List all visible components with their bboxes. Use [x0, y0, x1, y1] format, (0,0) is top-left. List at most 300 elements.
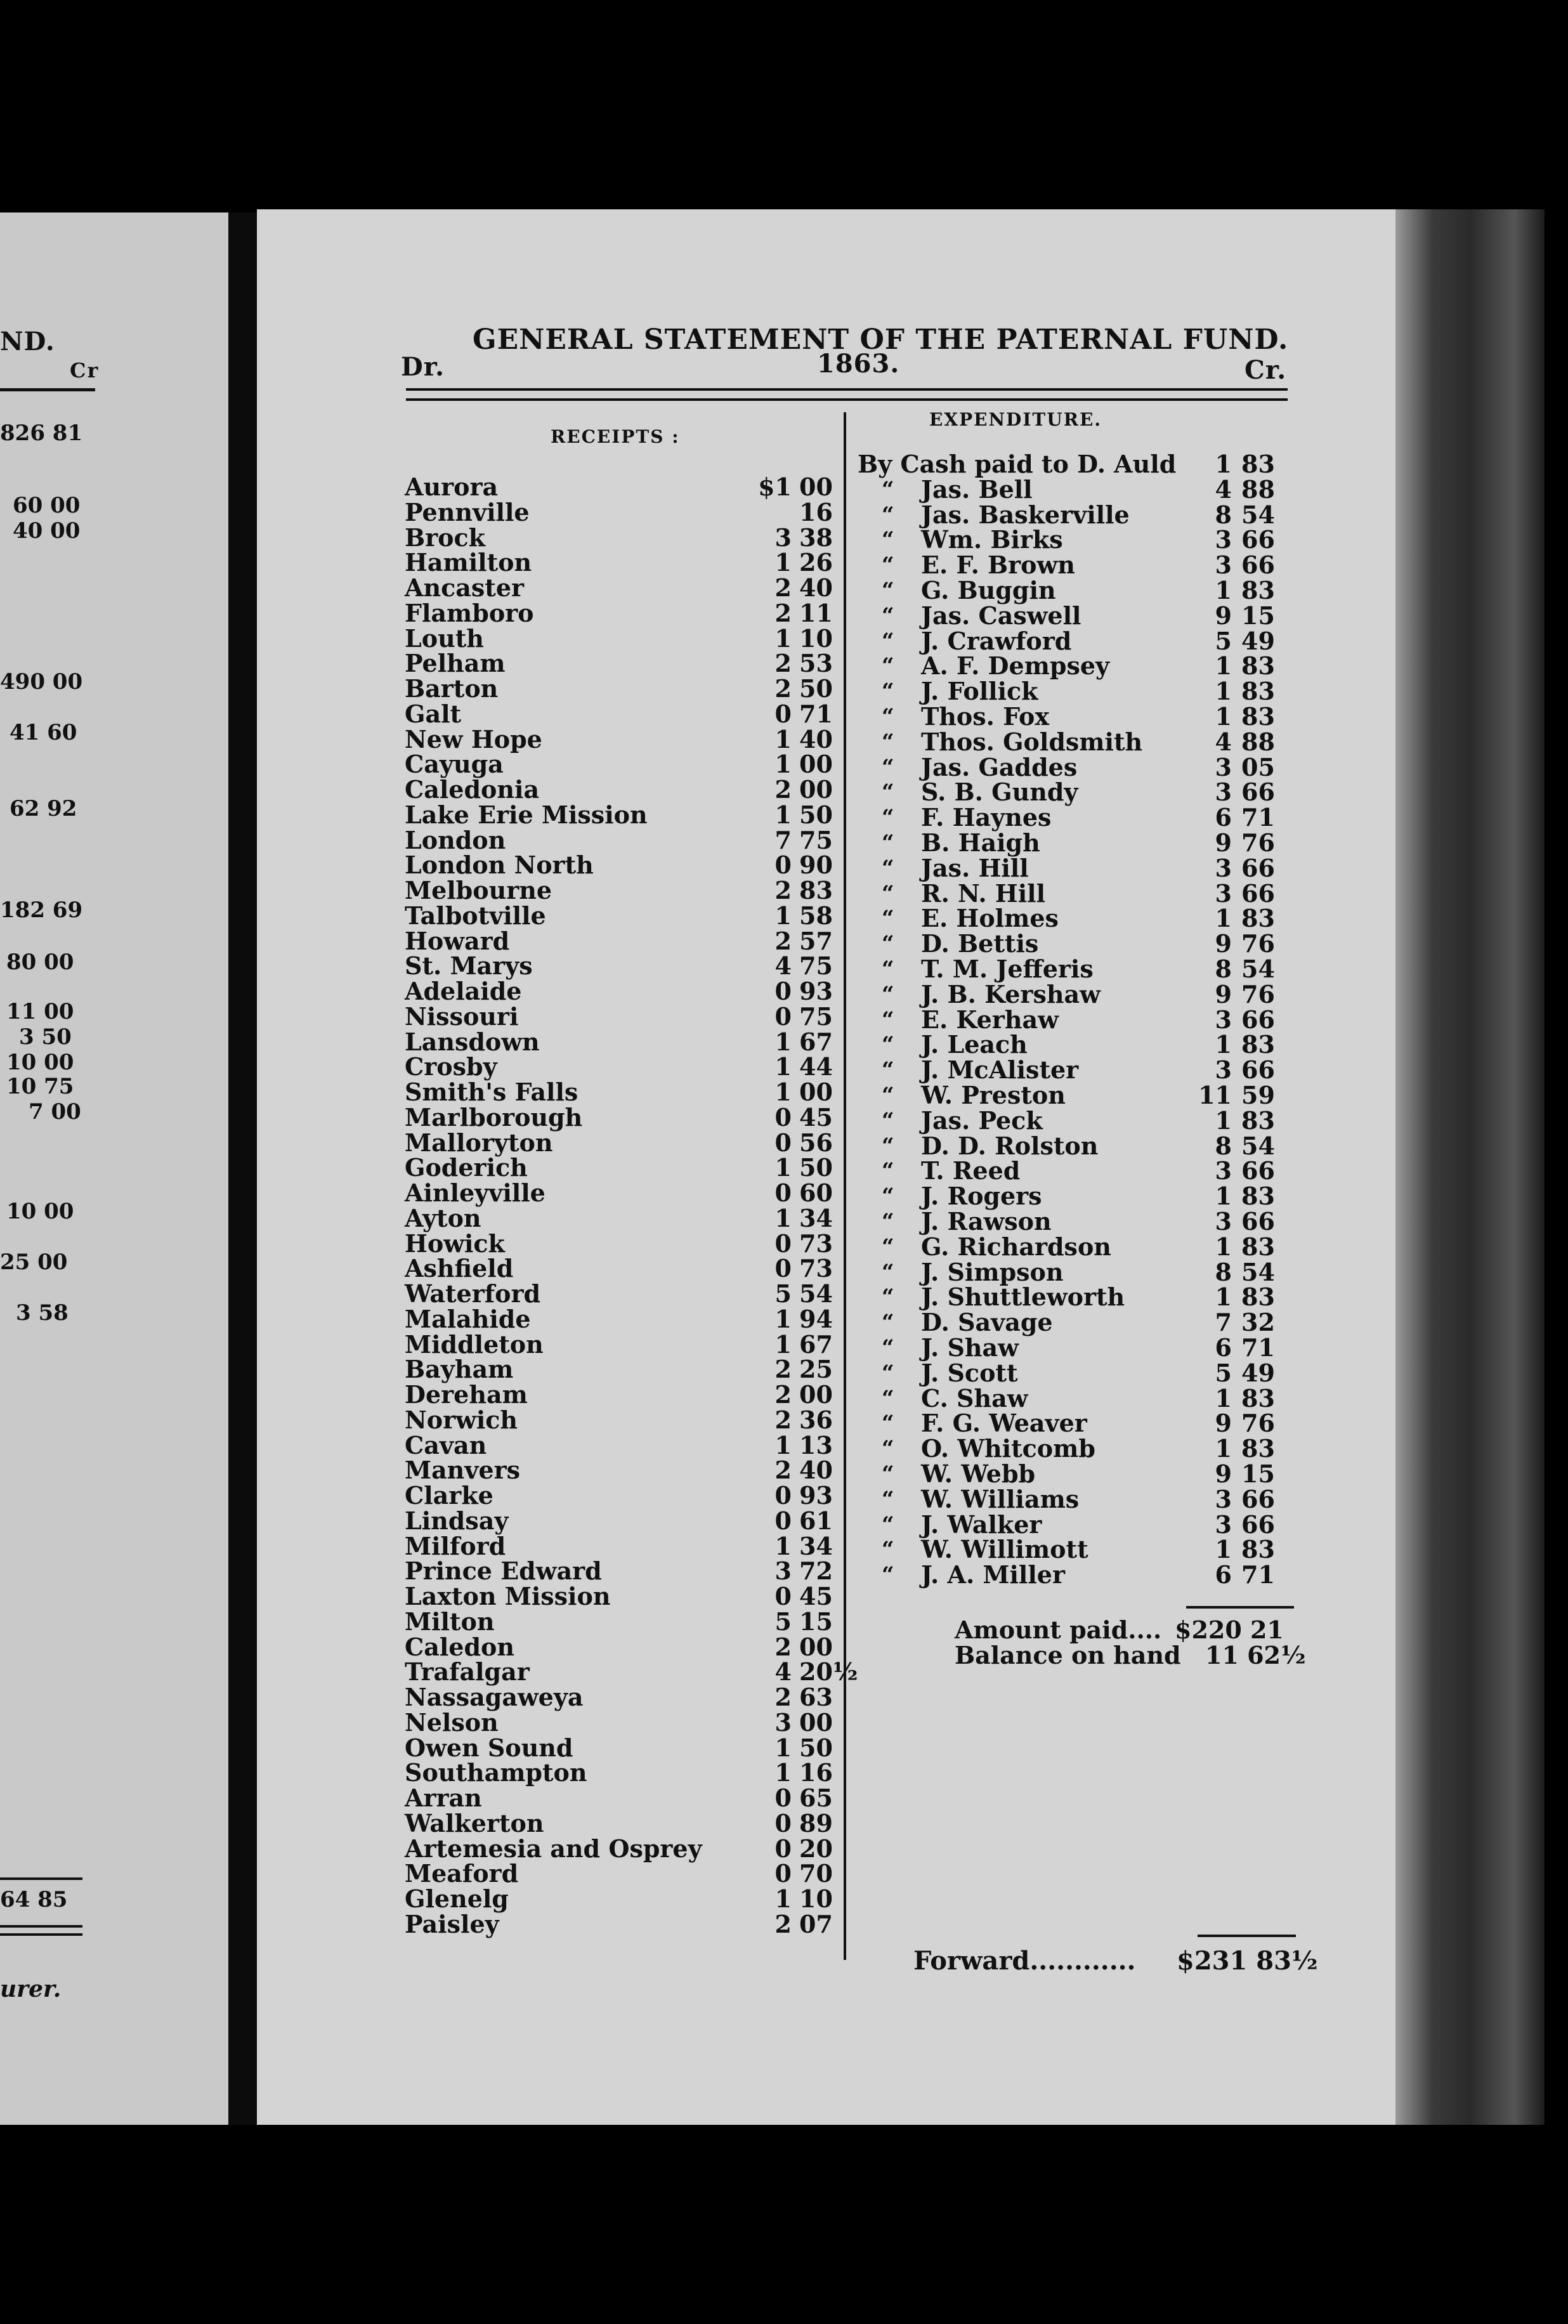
receipt-dollars: 2 — [774, 1683, 792, 1711]
receipt-dollars: 0 — [774, 977, 792, 1005]
receipt-row — [405, 750, 833, 779]
receipt-circuit: Artemesia and Osprey — [405, 1834, 702, 1863]
ditto-mark: “ — [882, 906, 894, 932]
receipt-cents: 63 — [799, 1683, 833, 1711]
payment-cents: 49 — [1241, 626, 1275, 655]
receipt-circuit: London — [405, 825, 506, 854]
ditto-mark: “ — [882, 1057, 894, 1083]
ditto-mark: “ — [882, 1511, 894, 1537]
receipt-row — [405, 724, 833, 754]
ditto-mark: “ — [882, 1385, 894, 1411]
receipt-cents: 58 — [799, 901, 833, 930]
payment-dollars: 8 — [1215, 955, 1232, 983]
payee-name: E. F. Brown — [921, 551, 1075, 580]
expenditure-row — [858, 979, 1289, 1009]
payee-name: Jas. Bell — [921, 474, 1033, 504]
receipt-row — [405, 926, 833, 955]
receipt-cents: 16 — [799, 1758, 833, 1787]
receipt-row — [405, 1834, 833, 1863]
payee-name: W. Willimott — [921, 1535, 1088, 1564]
receipt-row — [405, 1329, 833, 1359]
receipt-dollars: 0 — [774, 1582, 792, 1610]
header-rule-1 — [406, 388, 1288, 391]
balance-value: 11 62½ — [1205, 1641, 1306, 1669]
payment-cents: 83 — [1241, 904, 1275, 933]
expenditure-row — [858, 1257, 1289, 1286]
receipt-circuit: Lake Erie Mission — [405, 800, 648, 829]
receipt-circuit: Louth — [405, 623, 484, 653]
payee-name: E. Holmes — [921, 904, 1059, 933]
receipt-row — [405, 1002, 833, 1031]
receipt-row — [405, 1405, 833, 1434]
expenditure-row — [858, 1512, 1289, 1537]
receipt-cents: 93 — [799, 977, 833, 1005]
ditto-mark: “ — [882, 1461, 894, 1487]
receipt-circuit: Glenelg — [405, 1884, 509, 1913]
payment-dollars: 1 — [1215, 1383, 1232, 1413]
left-amount: 826 81 — [0, 421, 83, 446]
receipt-circuit: Meaford — [405, 1859, 519, 1888]
receipt-row — [405, 1279, 833, 1308]
payment-cents: 32 — [1241, 1308, 1275, 1337]
receipt-circuit: Nissouri — [405, 1002, 519, 1031]
payment-dollars: 3 — [1215, 1207, 1232, 1236]
receipt-cents: 72 — [799, 1557, 833, 1586]
header-rule-2 — [406, 398, 1288, 401]
payment-dollars: 8 — [1215, 1257, 1232, 1286]
ditto-mark: “ — [882, 1335, 894, 1361]
ditto-mark: “ — [882, 805, 894, 831]
ditto-mark: “ — [882, 603, 894, 629]
expenditure-row — [858, 853, 1289, 882]
receipt-row — [405, 1178, 833, 1207]
receipt-row — [405, 523, 833, 552]
payment-dollars: 4 — [1215, 474, 1232, 504]
receipt-circuit: Howick — [405, 1229, 505, 1258]
payment-dollars: 8 — [1215, 500, 1232, 529]
receipt-row — [405, 497, 833, 526]
receipt-row — [405, 1304, 833, 1333]
receipt-circuit: Aurora — [405, 473, 499, 501]
payee-name: Jas. Caswell — [921, 601, 1081, 630]
payment-dollars: 1 — [1215, 576, 1232, 604]
payment-dollars: 3 — [1215, 1484, 1232, 1513]
left-footer-fragment: urer. — [0, 1976, 62, 2002]
receipt-row — [405, 1657, 858, 1687]
receipt-cents: 20 — [799, 1834, 833, 1863]
receipt-dollars: 2 — [774, 649, 792, 678]
receipt-dollars: 1 — [774, 1304, 792, 1333]
expenditure-row — [858, 1383, 1289, 1413]
payee-name: T. M. Jefferis — [921, 955, 1094, 983]
receipt-row — [405, 1808, 833, 1838]
payee-name: J. Simpson — [921, 1257, 1064, 1286]
payee-name: By Cash paid to D. Auld — [858, 450, 1177, 478]
ditto-mark: “ — [882, 1133, 894, 1159]
payee-name: W. Preston — [921, 1081, 1066, 1109]
receipt-dollars: 2 — [774, 1632, 792, 1661]
payment-cents: 83 — [1241, 576, 1275, 604]
payee-name: S. B. Gundy — [921, 778, 1078, 807]
receipt-dollars: 0 — [774, 1784, 792, 1812]
receipt-cents: 57 — [799, 926, 833, 955]
page-title: GENERAL STATEMENT OF THE PATERNAL FUND. — [473, 323, 1289, 356]
payment-dollars: 1 — [1215, 677, 1232, 706]
expenditure-row — [858, 830, 1289, 856]
receipt-circuit: Galt — [405, 699, 462, 728]
ditto-mark: “ — [882, 704, 894, 729]
receipt-dollars: 0 — [774, 1834, 792, 1863]
payment-dollars: 3 — [1215, 1510, 1232, 1539]
receipt-dollars: 1 — [774, 1329, 792, 1359]
receipt-dollars: 0 — [774, 699, 792, 728]
payment-cents: 83 — [1241, 677, 1275, 706]
receipt-cents: 11 — [799, 598, 833, 627]
receipt-dollars: 1 — [774, 724, 792, 754]
receipt-circuit: Hamilton — [405, 548, 532, 577]
ditto-mark: “ — [882, 1411, 894, 1437]
receipt-cents: 71 — [799, 699, 833, 728]
payee-name: J. Scott — [921, 1358, 1018, 1387]
payment-cents: 83 — [1241, 1030, 1275, 1059]
payment-dollars: 3 — [1215, 1156, 1232, 1185]
ditto-mark: “ — [882, 1107, 894, 1133]
payment-dollars: 1 — [1215, 1535, 1232, 1564]
expenditure-row — [858, 1108, 1289, 1133]
payment-cents: 76 — [1241, 929, 1275, 958]
receipt-cents: 93 — [799, 1481, 833, 1510]
receipt-cents: 45 — [799, 1582, 833, 1610]
payment-dollars: 6 — [1215, 803, 1232, 832]
payee-name: W. Williams — [921, 1484, 1080, 1513]
ditto-mark: “ — [882, 1360, 894, 1386]
receipt-dollars: 0 — [774, 1128, 792, 1157]
left-amount: 3 58 — [16, 1300, 69, 1326]
payee-name: G. Buggin — [921, 576, 1056, 604]
expenditure-row — [858, 1158, 1289, 1184]
payment-cents: 83 — [1241, 1434, 1275, 1463]
receipt-circuit: Malloryton — [405, 1128, 553, 1157]
payment-cents: 66 — [1241, 525, 1275, 554]
receipt-dollars: 3 — [774, 523, 792, 552]
receipt-dollars: 1 — [774, 750, 792, 779]
expenditure-row — [858, 878, 1289, 908]
payee-name: Jas. Baskerville — [921, 500, 1130, 529]
expenditure-row — [858, 729, 1289, 755]
payee-name: J. Shaw — [921, 1333, 1019, 1362]
ditto-mark: “ — [882, 1158, 894, 1184]
payee-name: O. Whitcomb — [921, 1434, 1095, 1463]
receipt-row — [405, 1430, 833, 1459]
ditto-mark: “ — [882, 653, 894, 679]
receipt-dollars: 4 — [774, 951, 792, 981]
expenditure-row — [858, 956, 1289, 982]
ditto-mark: “ — [882, 679, 894, 705]
receipt-row — [405, 1859, 833, 1888]
expenditure-row — [858, 1411, 1289, 1436]
cr-label: Cr. — [1245, 355, 1287, 385]
forward-rule — [1198, 1935, 1296, 1937]
left-total: 64 85 — [0, 1887, 68, 1912]
receipt-row — [405, 699, 833, 728]
left-double-rule-1 — [0, 1925, 82, 1928]
receipt-circuit: Caledonia — [405, 775, 540, 804]
payment-cents: 71 — [1241, 1333, 1275, 1362]
receipt-dollars: 0 — [774, 851, 792, 880]
expenditure-row — [858, 1562, 1289, 1588]
receipt-dollars: 1 — [774, 1052, 792, 1081]
payee-name: B. Haigh — [921, 828, 1040, 857]
payment-cents: 76 — [1241, 979, 1275, 1009]
expenditure-row — [858, 1234, 1289, 1260]
receipt-dollars: 7 — [774, 825, 792, 854]
payment-cents: 66 — [1241, 1005, 1275, 1034]
receipt-row — [405, 1027, 833, 1056]
receipt-dollars: 0 — [774, 1002, 792, 1031]
receipt-cents: 50 — [799, 800, 833, 829]
expenditure-heading: EXPENDITURE. — [929, 409, 1102, 430]
receipt-circuit: Walkerton — [405, 1808, 544, 1838]
receipt-circuit: Cayuga — [405, 750, 504, 779]
payee-name: Jas. Hill — [921, 853, 1029, 882]
receipt-row — [405, 1582, 833, 1610]
payment-cents: 83 — [1241, 1283, 1275, 1312]
payment-cents: 05 — [1241, 752, 1275, 781]
payment-cents: 54 — [1241, 1257, 1275, 1286]
center-column-rule — [844, 412, 846, 1960]
left-amount: 80 00 — [6, 950, 74, 975]
expenditure-row — [858, 552, 1289, 578]
ditto-mark: “ — [882, 527, 894, 553]
payment-dollars: 4 — [1215, 727, 1232, 756]
expenditure-row — [858, 527, 1289, 552]
receipt-row — [405, 1909, 833, 1938]
receipt-dollars: 2 — [774, 876, 792, 904]
payee-name: W. Webb — [921, 1459, 1036, 1488]
payee-name: C. Shaw — [921, 1383, 1028, 1413]
left-amount: 3 50 — [19, 1024, 72, 1050]
receipt-cents: 65 — [799, 1784, 833, 1812]
ditto-mark: “ — [882, 628, 894, 654]
ditto-mark: “ — [882, 502, 894, 528]
receipt-circuit: Lansdown — [405, 1027, 540, 1056]
payment-dollars: 3 — [1215, 551, 1232, 580]
payee-name: Jas. Peck — [921, 1106, 1043, 1135]
receipt-dollars: 0 — [774, 1102, 792, 1132]
receipt-dollars: 3 — [774, 1707, 792, 1737]
receipt-cents: 20½ — [799, 1657, 858, 1687]
receipt-circuit: Ayton — [405, 1203, 481, 1232]
receipt-circuit: Waterford — [405, 1279, 541, 1308]
payment-dollars: 6 — [1215, 1333, 1232, 1362]
payment-dollars: 1 — [1215, 1434, 1232, 1463]
payment-dollars: 9 — [1215, 929, 1232, 958]
receipt-circuit: Barton — [405, 674, 499, 703]
receipt-circuit: Ainleyville — [405, 1178, 546, 1207]
receipt-circuit: Prince Edward — [405, 1557, 602, 1586]
receipt-circuit: Manvers — [405, 1456, 520, 1485]
payment-cents: 59 — [1241, 1081, 1275, 1109]
ditto-mark: “ — [882, 1209, 894, 1234]
receipt-row — [405, 851, 833, 880]
receipt-dollars: 1 — [774, 1884, 792, 1913]
receipt-circuit: Trafalgar — [405, 1657, 530, 1687]
payee-name: F. Haynes — [921, 803, 1052, 832]
dr-label: Dr. — [401, 352, 445, 382]
payment-cents: 66 — [1241, 853, 1275, 882]
ditto-mark: “ — [882, 981, 894, 1007]
expenditure-row — [858, 1461, 1289, 1487]
receipt-cents: 34 — [799, 1203, 833, 1232]
payee-name: T. Reed — [921, 1156, 1021, 1185]
receipt-row — [405, 876, 833, 904]
payee-name: F. G. Weaver — [921, 1409, 1087, 1438]
payment-cents: 71 — [1241, 1560, 1275, 1590]
receipt-cents: 10 — [799, 1884, 833, 1913]
receipt-cents: 00 — [799, 1380, 833, 1409]
receipt-dollars: 0 — [774, 1178, 792, 1207]
receipt-circuit: Owen Sound — [405, 1733, 573, 1762]
receipt-cents: 56 — [799, 1128, 833, 1157]
receipt-cents: 83 — [799, 876, 833, 904]
receipt-cents: 00 — [799, 1707, 833, 1737]
receipt-dollars: 3 — [774, 1557, 792, 1586]
receipt-row — [405, 1203, 833, 1232]
receipt-row — [405, 1078, 833, 1106]
receipt-cents: 38 — [799, 523, 833, 552]
ditto-mark: “ — [882, 1259, 894, 1285]
receipt-cents: 15 — [799, 1607, 833, 1636]
payment-cents: 83 — [1241, 1106, 1275, 1135]
left-amount: 40 00 — [13, 518, 81, 544]
receipt-row — [405, 951, 833, 981]
receipt-cents: 67 — [799, 1329, 833, 1359]
expenditure-row — [858, 1358, 1289, 1387]
receipt-circuit: London North — [405, 851, 594, 880]
payment-cents: 83 — [1241, 1232, 1275, 1261]
receipt-cents: 53 — [799, 649, 833, 678]
payment-cents: 88 — [1241, 474, 1275, 504]
left-rule — [0, 388, 95, 391]
receipt-dollars: 1 — [774, 1430, 792, 1459]
receipt-dollars: 1 — [774, 800, 792, 829]
receipt-cents: 00 — [799, 1632, 833, 1661]
left-total-rule — [0, 1877, 82, 1880]
left-amount: 10 00 — [6, 1199, 74, 1224]
receipt-row — [405, 825, 833, 854]
expenditure-row — [858, 1007, 1289, 1033]
ditto-mark: “ — [882, 1184, 894, 1210]
receipt-dollars: 2 — [774, 674, 792, 703]
payee-name: D. D. Rolston — [921, 1131, 1099, 1160]
receipt-circuit: Milton — [405, 1607, 495, 1636]
receipt-row — [405, 1884, 833, 1913]
payment-cents: 54 — [1241, 955, 1275, 983]
payment-dollars: 9 — [1215, 979, 1232, 1009]
receipt-dollars: 2 — [774, 573, 792, 602]
book-gutter — [228, 212, 260, 2125]
receipt-dollars: 1 — [774, 1758, 792, 1787]
payment-cents: 66 — [1241, 551, 1275, 580]
receipt-circuit: Adelaide — [405, 977, 522, 1005]
payment-cents: 83 — [1241, 1182, 1275, 1211]
left-amount: 62 92 — [10, 796, 77, 821]
left-amount: 10 75 — [6, 1074, 74, 1099]
receipt-circuit: Flamboro — [405, 598, 534, 627]
receipt-dollars: 0 — [774, 1506, 792, 1535]
payee-name: J. Leach — [921, 1030, 1028, 1059]
receipt-cents: 94 — [799, 1304, 833, 1333]
ditto-mark: “ — [882, 830, 894, 856]
receipt-circuit: New Hope — [405, 724, 542, 754]
left-amount: 182 69 — [0, 898, 83, 923]
expenditure-row — [858, 653, 1289, 679]
payment-dollars: 9 — [1215, 1409, 1232, 1438]
receipt-cents: 40 — [799, 573, 833, 602]
receipt-cents: 16 — [799, 497, 833, 526]
expenditure-row — [858, 1032, 1289, 1057]
amount-paid-label: Amount paid.... — [955, 1616, 1162, 1644]
payment-dollars: 1 — [1215, 1030, 1232, 1059]
payee-name: Thos. Fox — [921, 702, 1050, 731]
receipt-dollars: 1 — [774, 548, 792, 577]
receipt-dollars: 2 — [774, 1909, 792, 1938]
payment-dollars: 1 — [1215, 651, 1232, 681]
ditto-mark: “ — [882, 552, 894, 578]
expenditure-row — [858, 780, 1289, 805]
receipt-cents: 89 — [799, 1808, 833, 1838]
receipt-row — [405, 623, 833, 653]
payment-dollars: 7 — [1215, 1308, 1232, 1337]
receipt-cents: 90 — [799, 851, 833, 880]
payment-dollars: 3 — [1215, 525, 1232, 554]
payment-cents: 15 — [1241, 1459, 1275, 1488]
payment-cents: 66 — [1241, 878, 1275, 908]
expenditure-row — [858, 805, 1289, 830]
payment-cents: 76 — [1241, 1409, 1275, 1438]
receipt-row — [405, 1632, 833, 1661]
expenditure-row — [858, 1284, 1289, 1310]
payee-name: Wm. Birks — [921, 525, 1063, 554]
receipt-cents: 50 — [799, 674, 833, 703]
receipt-cents: 54 — [799, 1279, 833, 1308]
expenditure-row — [858, 1209, 1289, 1234]
left-amount: 11 00 — [6, 999, 74, 1024]
left-amount: 7 00 — [29, 1099, 81, 1125]
receipt-row — [405, 901, 833, 930]
payment-dollars: 3 — [1215, 878, 1232, 908]
receipt-dollars: 2 — [774, 1355, 792, 1384]
receipt-row — [405, 1102, 833, 1132]
receipt-dollars: 2 — [774, 1405, 792, 1434]
forward-value: $231 83½ — [1177, 1946, 1318, 1976]
left-amount: 41 60 — [10, 720, 77, 745]
receipt-circuit: Ancaster — [405, 573, 525, 602]
receipt-row — [405, 1456, 833, 1485]
payment-cents: 15 — [1241, 601, 1275, 630]
payee-name: E. Kerhaw — [921, 1005, 1059, 1034]
receipt-cents: 61 — [799, 1506, 833, 1535]
ditto-mark: “ — [882, 931, 894, 957]
receipt-circuit: Laxton Mission — [405, 1582, 611, 1610]
receipt-row — [405, 1153, 833, 1182]
payment-cents: 88 — [1241, 727, 1275, 756]
amount-paid-value: $220 21 — [1175, 1616, 1284, 1644]
payment-dollars: 3 — [1215, 1005, 1232, 1034]
receipt-row — [405, 775, 833, 804]
page-edges — [1395, 209, 1545, 2125]
receipt-circuit: Nelson — [405, 1707, 499, 1737]
